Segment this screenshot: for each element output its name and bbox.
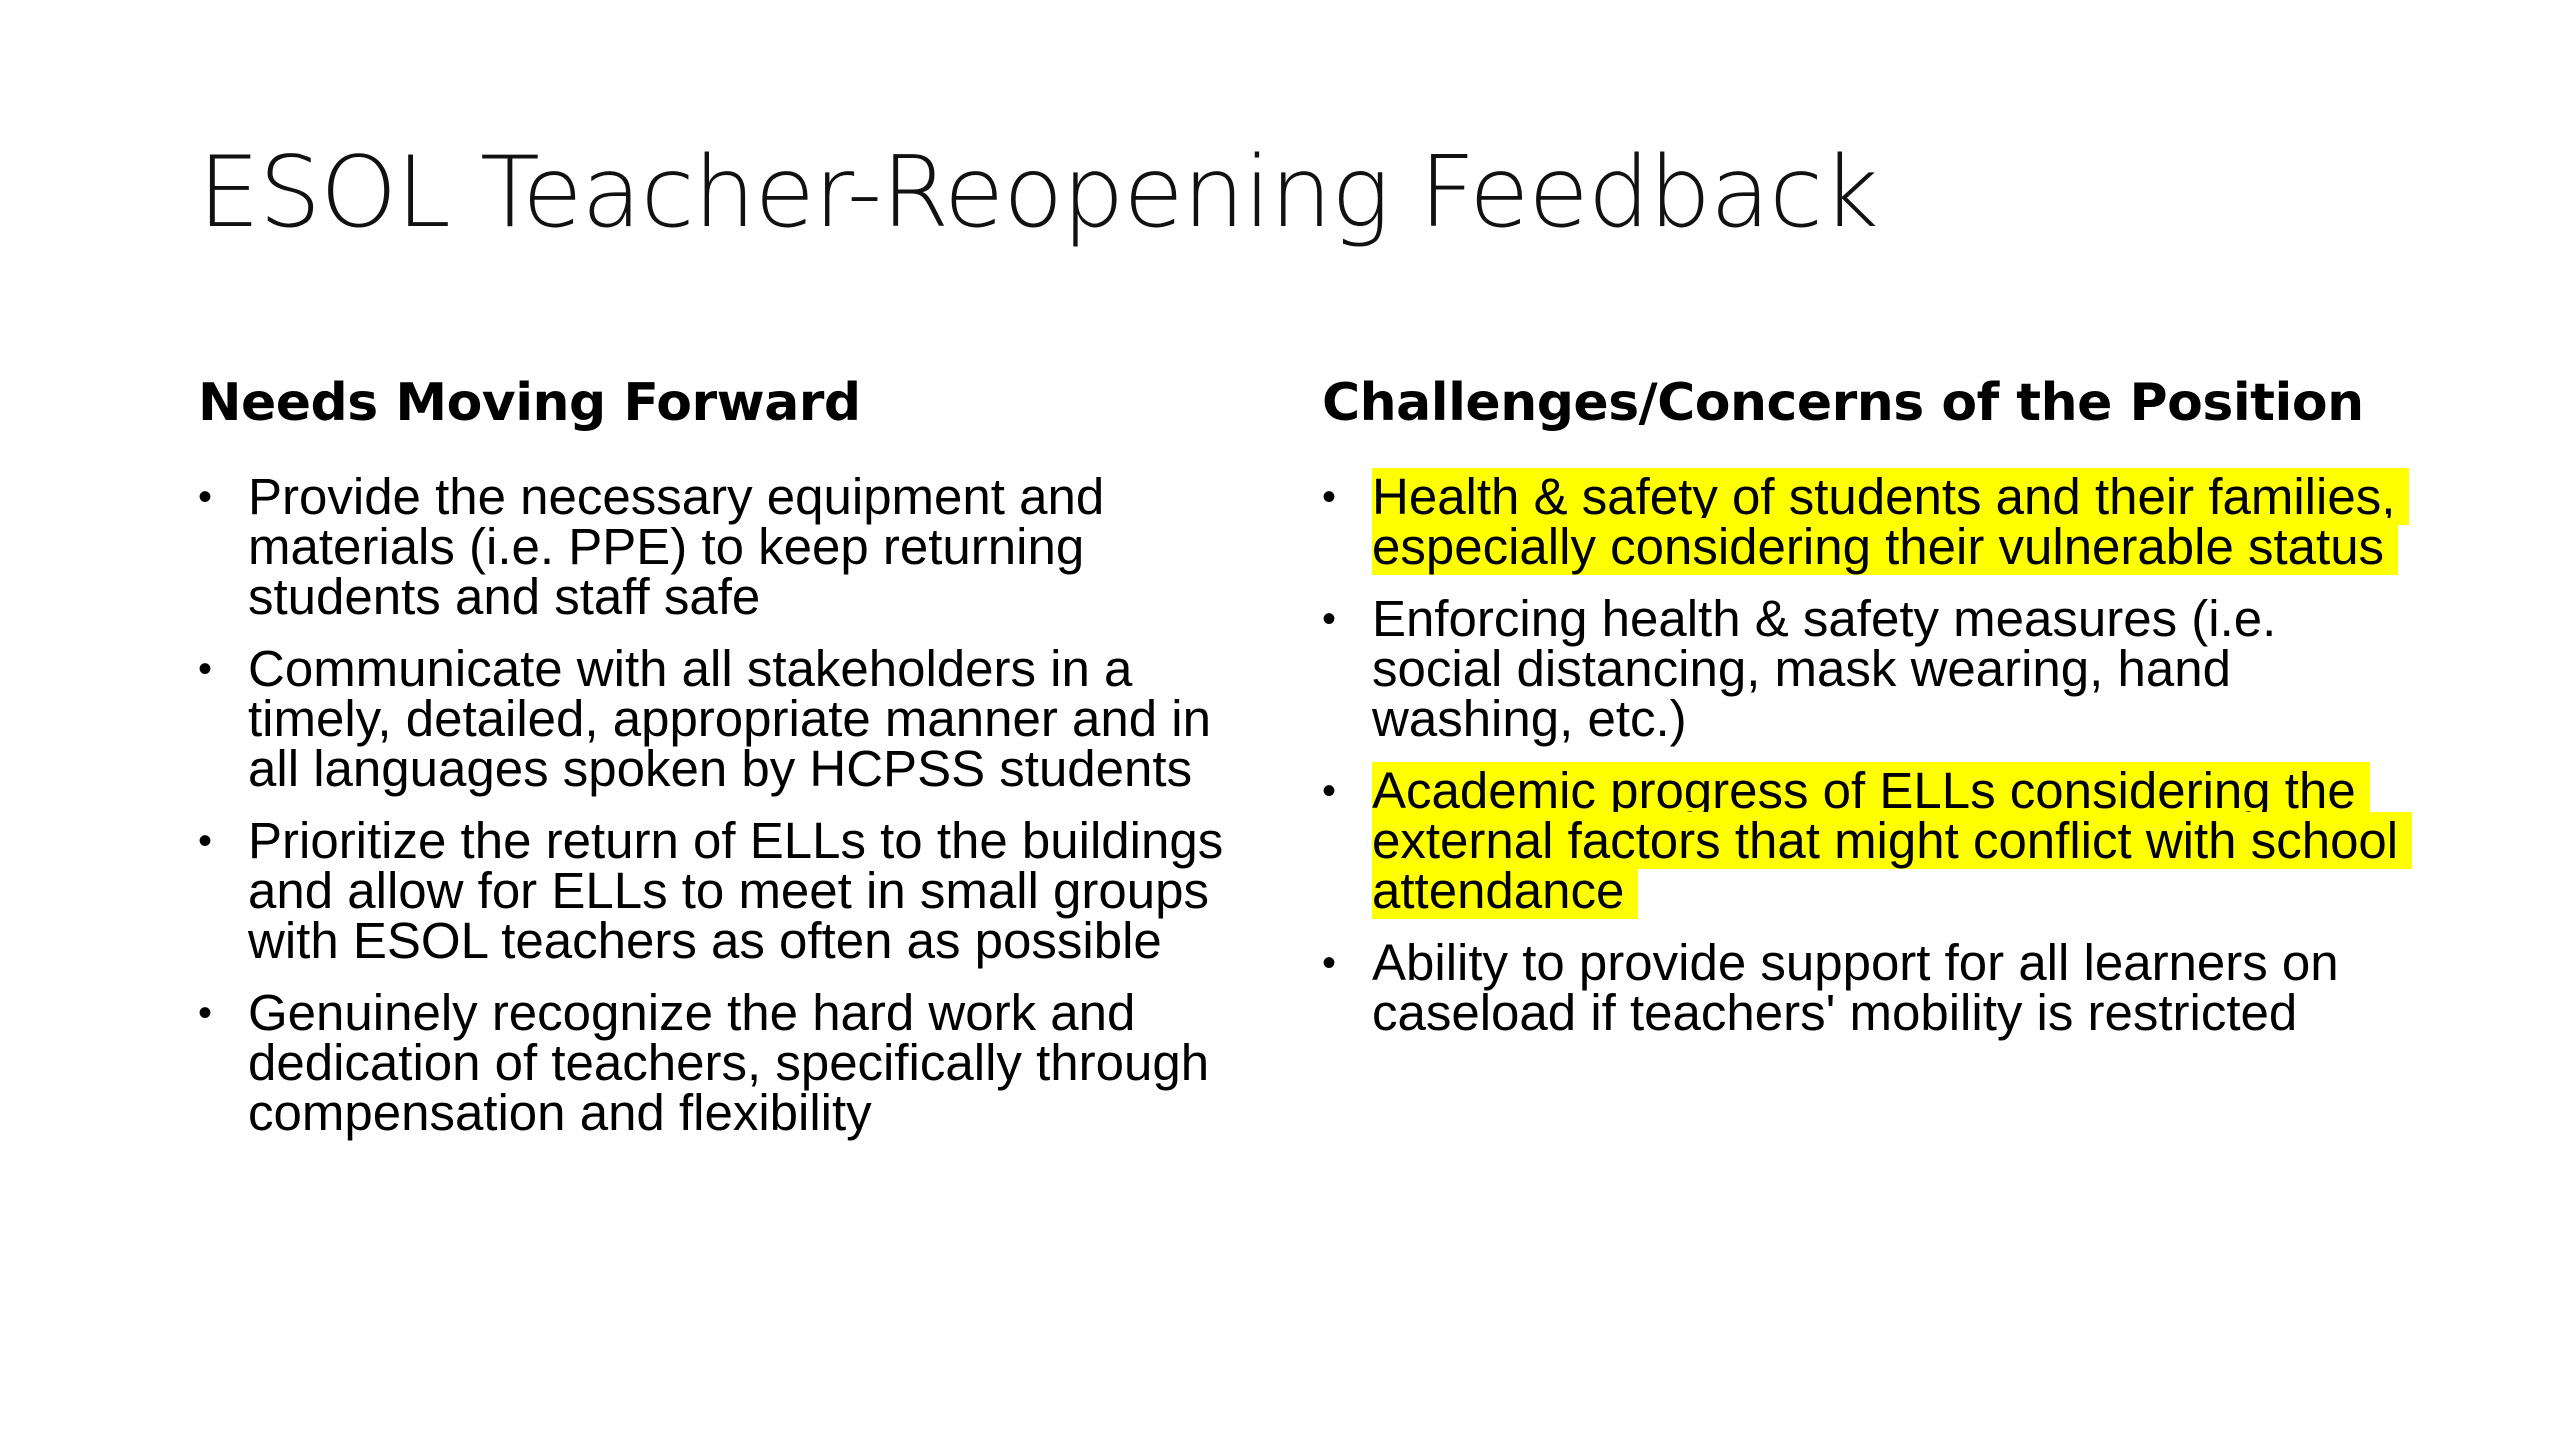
list-item (1322, 934, 2402, 1042)
bullet-icon: • (198, 475, 213, 520)
list-item (198, 640, 1258, 798)
list-item-text: Genuinely recognize the hard work and dedication of teachers, specifically through compensation and flexibility (248, 984, 1210, 1142)
challenges-column (1322, 375, 2402, 1060)
highlighted-text: Health & safety of students and their families, especially considering their vulnerable status (1372, 468, 2409, 575)
bullet-icon: • (1322, 475, 1337, 520)
list-item (198, 812, 1258, 970)
list-item-text: Provide the necessary equipment and materials (i.e. PPE) to keep returning students and staff safe (248, 468, 1105, 626)
highlighted-text: Academic progress of ELLs considering the external factors that might conflict with school attendance (1372, 762, 2412, 919)
needs-column (198, 375, 1258, 1160)
challenges-list (1322, 468, 2402, 1042)
list-item-text: Prioritize the return of ELLs to the buildings and allow for ELLs to meet in small groups with ESOL teachers as often as possible (248, 812, 1224, 970)
needs-list (198, 468, 1258, 1142)
needs-heading: Needs Moving Forward (198, 373, 861, 433)
list-item-text: Communicate with all stakeholders in a timely, detailed, appropriate manner and in all languages spoken by HCPSS students (248, 640, 1211, 798)
list-item (1322, 762, 2402, 920)
bullet-icon: • (198, 991, 213, 1036)
list-item-text: Enforcing health & safety measures (i.e. social distancing, mask wearing, hand washing, etc.) (1372, 590, 2277, 748)
list-item (198, 984, 1258, 1142)
bullet-icon: • (1322, 597, 1337, 642)
bullet-icon: • (1322, 941, 1337, 986)
list-item-text: Ability to provide support for all learners on caseload if teachers' mobility is restricted (1372, 934, 2339, 1042)
bullet-icon: • (198, 819, 213, 864)
bullet-icon: • (1322, 769, 1337, 814)
list-item (198, 468, 1258, 626)
challenges-heading: Challenges/Concerns of the Position (1322, 373, 2364, 433)
list-item (1322, 468, 2402, 576)
bullet-icon: • (198, 647, 213, 692)
list-item (1322, 590, 2402, 748)
slide-title: ESOL Teacher-Reopening Feedback (198, 136, 1878, 250)
